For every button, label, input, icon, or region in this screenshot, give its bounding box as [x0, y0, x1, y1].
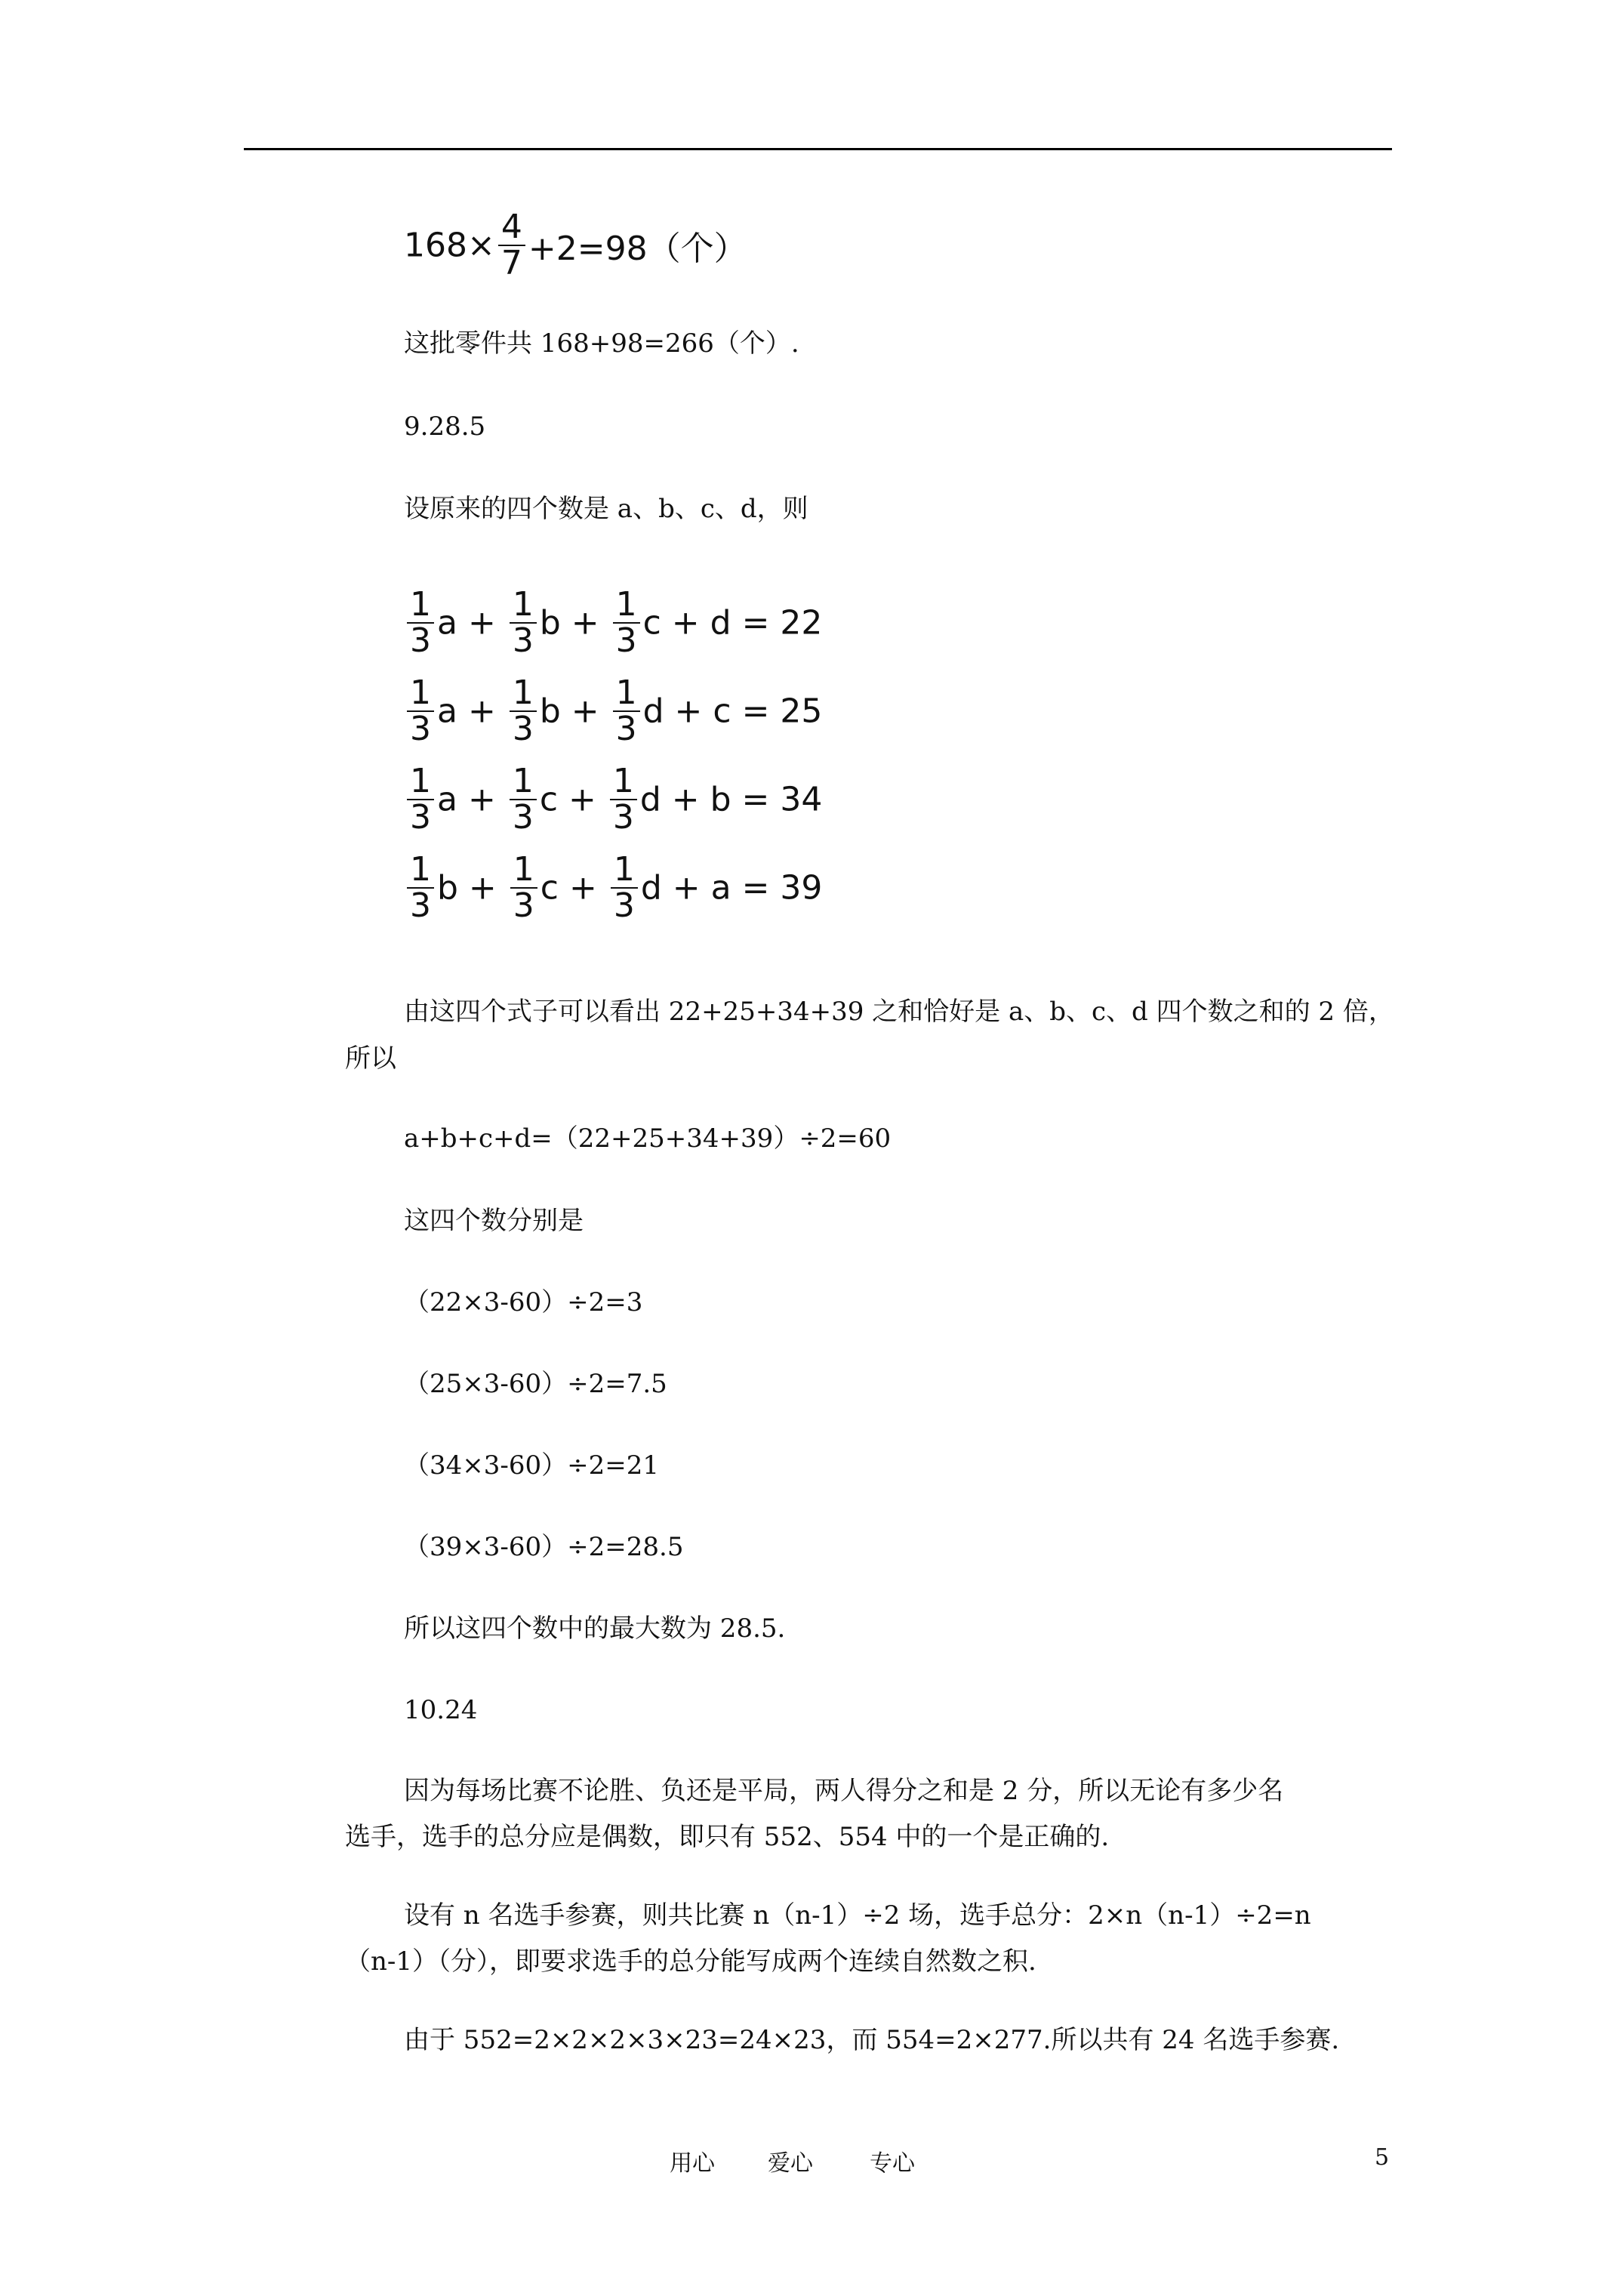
text-setup: 设原来的四个数是 a、b、c、d，则	[404, 494, 808, 524]
header-rule	[244, 148, 1392, 150]
answer-q10: 10.24	[404, 1695, 478, 1725]
footer-motto-3: 专心	[870, 2150, 915, 2177]
fraction: $\frac{4}{7}$	[498, 210, 525, 281]
result-1: （22×3-60）÷2=3	[404, 1287, 643, 1318]
footer-motto-1: 用心	[670, 2150, 715, 2177]
page-number: 5	[1375, 2144, 1390, 2171]
text-sum: a+b+c+d=（22+25+34+39）÷2=60	[404, 1123, 892, 1154]
footer-motto-2: 爱心	[768, 2150, 813, 2177]
equation-2: $\frac{1}{3}$ a + $\frac{1}{3}$ b + $\frac{1}{3}$ d + c = 25	[404, 676, 822, 747]
equation-3: $\frac{1}{3}$ a + $\frac{1}{3}$ c + $\frac{1}{3}$ d + b = 34	[404, 764, 822, 835]
text-observation-1: 由这四个式子可以看出 22+25+34+39 之和恰好是 a、b、c、d 四个数之和的 2 倍，	[404, 997, 1394, 1027]
equation-1: $\frac{1}{3}$ a + $\frac{1}{3}$ b + $\frac{1}{3}$ c + d = 22	[404, 587, 822, 658]
equation-parts-count: 168× $\frac{4}{7}$ +2=98（个）	[404, 208, 747, 283]
paragraph-3: 由于 552=2×2×2×3×23=24×23，而 554=2×277.所以共有 24 名选手参赛.	[404, 2025, 1340, 2055]
text-observation-2: 所以	[345, 1043, 396, 1074]
text-max: 所以这四个数中的最大数为 28.5.	[404, 1613, 786, 1644]
paragraph-1-line-2: 选手，选手的总分应是偶数，即只有 552、554 中的一个是正确的.	[345, 1822, 1110, 1852]
result-3: （34×3-60）÷2=21	[404, 1450, 660, 1481]
equation-4: $\frac{1}{3}$ b + $\frac{1}{3}$ c + $\frac{1}{3}$ d + a = 39	[404, 852, 822, 923]
answer-q9: 9.28.5	[404, 411, 486, 442]
result-4: （39×3-60）÷2=28.5	[404, 1532, 684, 1562]
text-intro: 这四个数分别是	[404, 1206, 584, 1236]
paragraph-1-line-1: 因为每场比赛不论胜、负还是平局，两人得分之和是 2 分，所以无论有多少名	[404, 1776, 1284, 1806]
text-total: 这批零件共 168+98=266（个）.	[404, 328, 799, 359]
paragraph-2-line-1: 设有 n 名选手参赛，则共比赛 n（n-1）÷2 场，选手总分：2×n（n-1）÷2=n	[404, 1900, 1311, 1931]
result-2: （25×3-60）÷2=7.5	[404, 1369, 667, 1399]
paragraph-2-line-2: （n-1）（分），即要求选手的总分能写成两个连续自然数之积.	[345, 1946, 1036, 1977]
